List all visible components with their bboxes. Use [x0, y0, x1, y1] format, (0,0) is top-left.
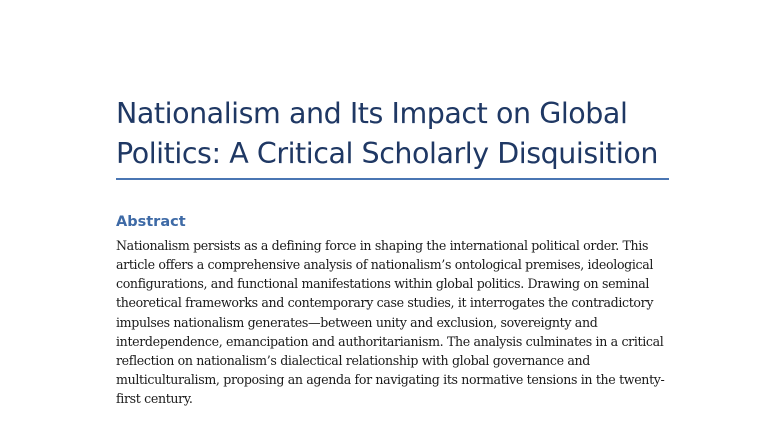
abstract-line: theoretical frameworks and contemporary case studies, it interrogates the contradictory: [116, 295, 654, 311]
abstract-line: interdependence, emancipation and authoritarianism. The analysis culminates in a critical: [116, 333, 664, 349]
title-line: Nationalism and Its Impact on Global: [116, 97, 628, 130]
abstract-heading: Abstract: [116, 214, 186, 230]
document-title: [116, 94, 676, 174]
abstract-line: impulses nationalism generates—between unity and exclusion, sovereignty and: [116, 314, 598, 330]
abstract-line: first century.: [116, 391, 193, 407]
abstract-paragraph: [116, 236, 664, 408]
title-underline-rule: [116, 178, 669, 180]
abstract-line: Nationalism persists as a defining force in shaping the international political order. This: [116, 238, 649, 253]
abstract-line: configurations, and functional manifestations within global politics. Drawing on seminal: [116, 276, 650, 292]
abstract-line: multiculturalism, proposing an agenda for navigating its normative tensions in the twenty-: [116, 372, 665, 388]
title-line: Politics: A Critical Scholarly Disquisition: [116, 137, 659, 170]
abstract-line: reflection on nationalism’s dialectical relationship with global governance and: [116, 352, 591, 368]
abstract-line: article offers a comprehensive analysis of nationalism’s ontological premises, ideological: [116, 257, 654, 273]
